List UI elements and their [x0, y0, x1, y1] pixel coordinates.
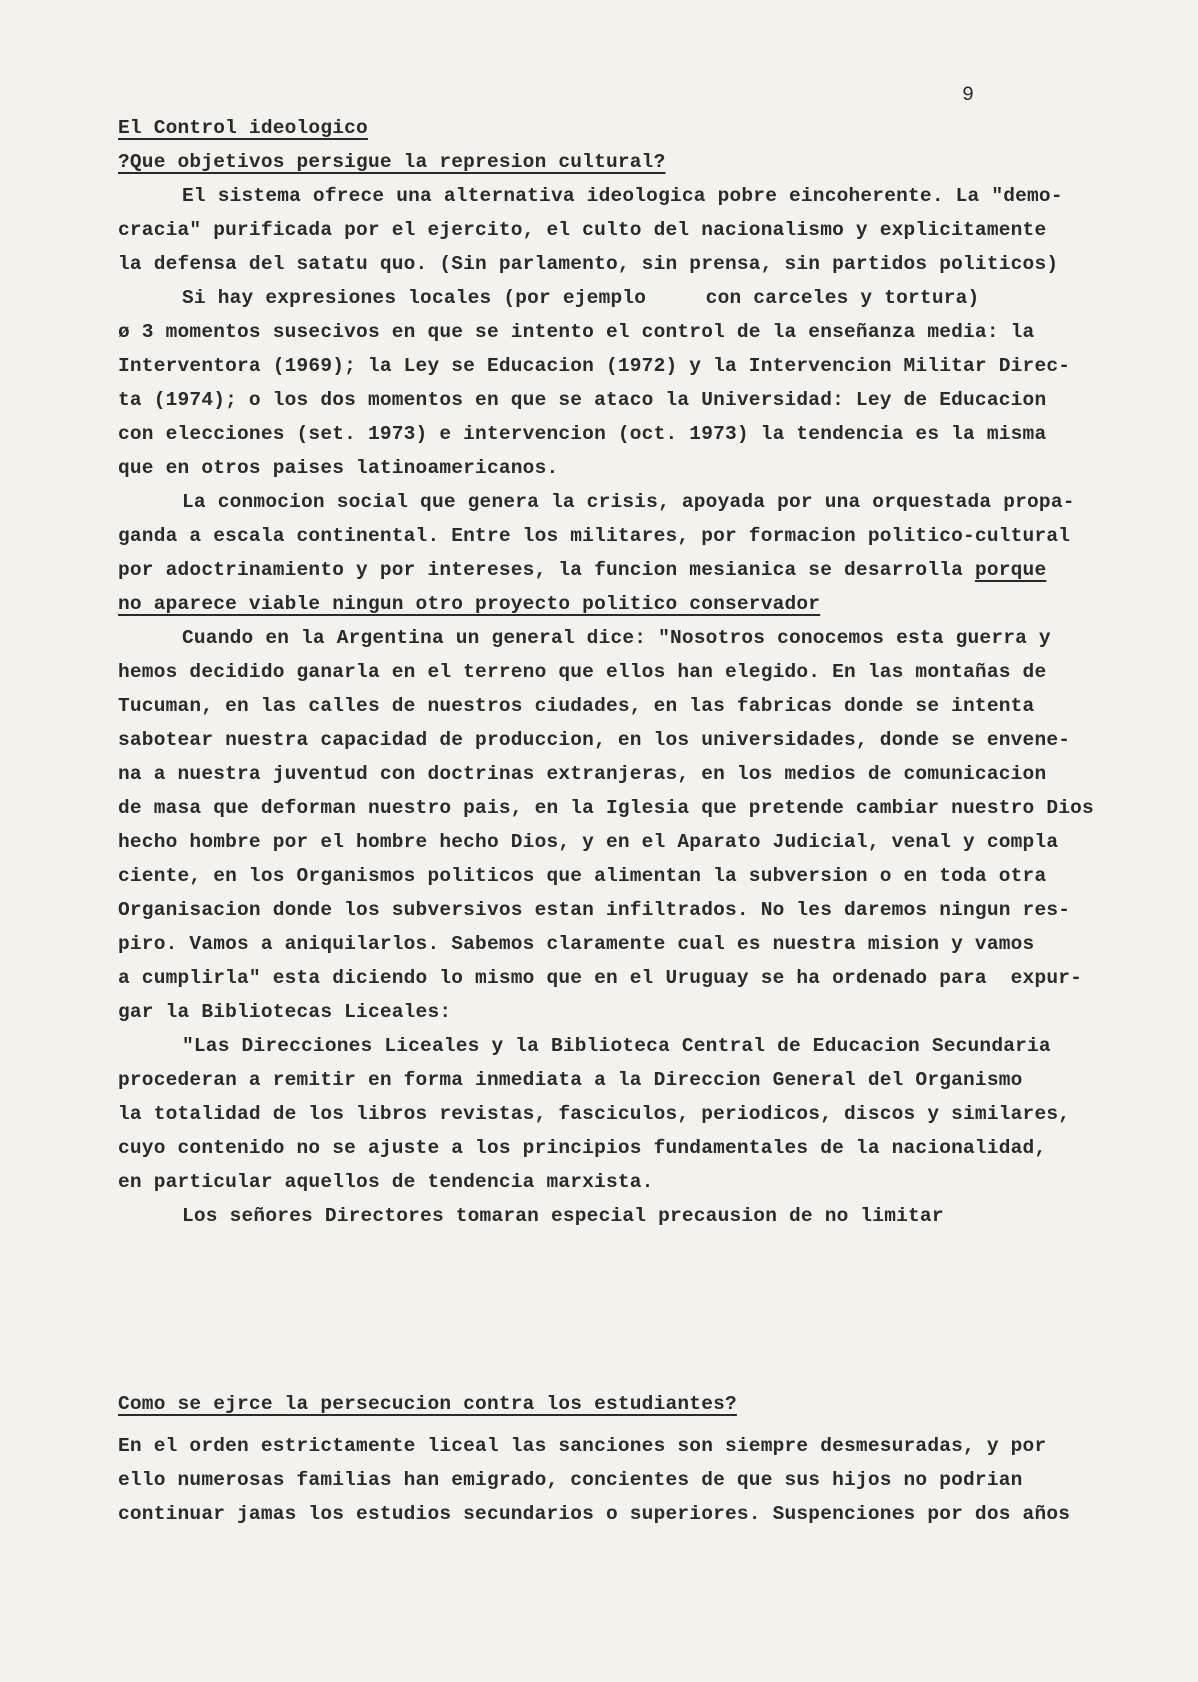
heading-persecucion: Como se ejrce la persecucion contra los estudiantes?	[118, 1393, 737, 1415]
quote-line: "Las Direcciones Liceales y la Biblioteca Central de Educacion Secundaria	[182, 1035, 1051, 1057]
text-line: ello numerosas familias han emigrado, concientes de que sus hijos no podrian	[118, 1469, 1023, 1491]
text-line: ganda a escala continental. Entre los militares, por formacion politico-cultural	[118, 525, 1071, 547]
quote-line: procederan a remitir en forma inmediata a la Direccion General del Organismo	[118, 1069, 1023, 1091]
quote-line: la totalidad de los libros revistas, fasciculos, periodicos, discos y similares,	[118, 1103, 1071, 1125]
underlined-line: no aparece viable ningun otro proyecto politico conservador	[118, 593, 821, 615]
heading-objetivos: ?Que objetivos persigue la represion cultural?	[118, 151, 666, 173]
underlined-word: porque	[974, 559, 1047, 581]
text-line: que en otros paises latinoamericanos.	[118, 457, 559, 479]
text-line: la defensa del satatu quo. (Sin parlamento, sin prensa, sin partidos politicos)	[118, 253, 1059, 275]
text-line: con elecciones (set. 1973) e intervencion (oct. 1973) la tendencia es la misma	[118, 423, 1047, 445]
page-number: 9	[962, 84, 975, 107]
text-line: Tucuman, en las calles de nuestros ciudades, en las fabricas donde se intenta	[118, 695, 1035, 717]
text-line: En el orden estrictamente liceal las sanciones son siempre desmesuradas, y por	[118, 1435, 1047, 1457]
text-line: El sistema ofrece una alternativa ideologica pobre eincoherente. La "demo-	[182, 185, 1063, 207]
text-line-with-underline	[118, 558, 1046, 582]
quote-line: Los señores Directores tomaran especial precausion de no limitar	[182, 1205, 944, 1227]
text-line: gar la Bibliotecas Liceales:	[118, 1001, 452, 1023]
text-line: Organisacion donde los subversivos estan infiltrados. No les daremos ningun res-	[118, 899, 1071, 921]
text-line: hemos decidido ganarla en el terreno que ellos han elegido. En las montañas de	[118, 661, 1047, 683]
text-line: ciente, en los Organismos politicos que alimentan la subversion o en toda otra	[118, 865, 1047, 887]
text-fragment: por adoctrinamiento y por intereses, la funcion mesianica se desarrolla	[118, 559, 975, 581]
text-line: cracia" purificada por el ejercito, el culto del nacionalismo y explicitamente	[118, 219, 1047, 241]
text-line: na a nuestra juventud con doctrinas extranjeras, en los medios de comunicacion	[118, 763, 1047, 785]
text-line: a cumplirla" esta diciendo lo mismo que en el Uruguay se ha ordenado para expur-	[118, 967, 1083, 989]
text-line: Si hay expresiones locales (por ejemplo con carceles y tortura)	[182, 287, 980, 309]
text-line: hecho hombre por el hombre hecho Dios, y en el Aparato Judicial, venal y compla	[118, 831, 1059, 853]
text-line: ta (1974); o los dos momentos en que se ataco la Universidad: Ley de Educacion	[118, 389, 1047, 411]
heading-control-ideologico: El Control ideologico	[118, 117, 368, 139]
text-line: continuar jamas los estudios secundarios o superiores. Suspenciones por dos años	[118, 1503, 1071, 1525]
text-line: Interventora (1969); la Ley se Educacion (1972) y la Intervencion Militar Direc-	[118, 355, 1071, 377]
quote-line: cuyo contenido no se ajuste a los principios fundamentales de la nacionalidad,	[118, 1137, 1047, 1159]
text-line: La conmocion social que genera la crisis, apoyada por una orquestada propa-	[182, 491, 1075, 513]
text-line: ø 3 momentos susecivos en que se intento el control de la enseñanza media: la	[118, 321, 1035, 343]
text-line: piro. Vamos a aniquilarlos. Sabemos claramente cual es nuestra mision y vamos	[118, 933, 1035, 955]
text-line: Cuando en la Argentina un general dice: "Nosotros conocemos esta guerra y	[182, 627, 1051, 649]
text-line: de masa que deforman nuestro pais, en la Iglesia que pretende cambiar nuestro Dios	[118, 797, 1094, 819]
text-line: sabotear nuestra capacidad de produccion, en los universidades, donde se envene-	[118, 729, 1071, 751]
quote-line: en particular aquellos de tendencia marxista.	[118, 1171, 654, 1193]
